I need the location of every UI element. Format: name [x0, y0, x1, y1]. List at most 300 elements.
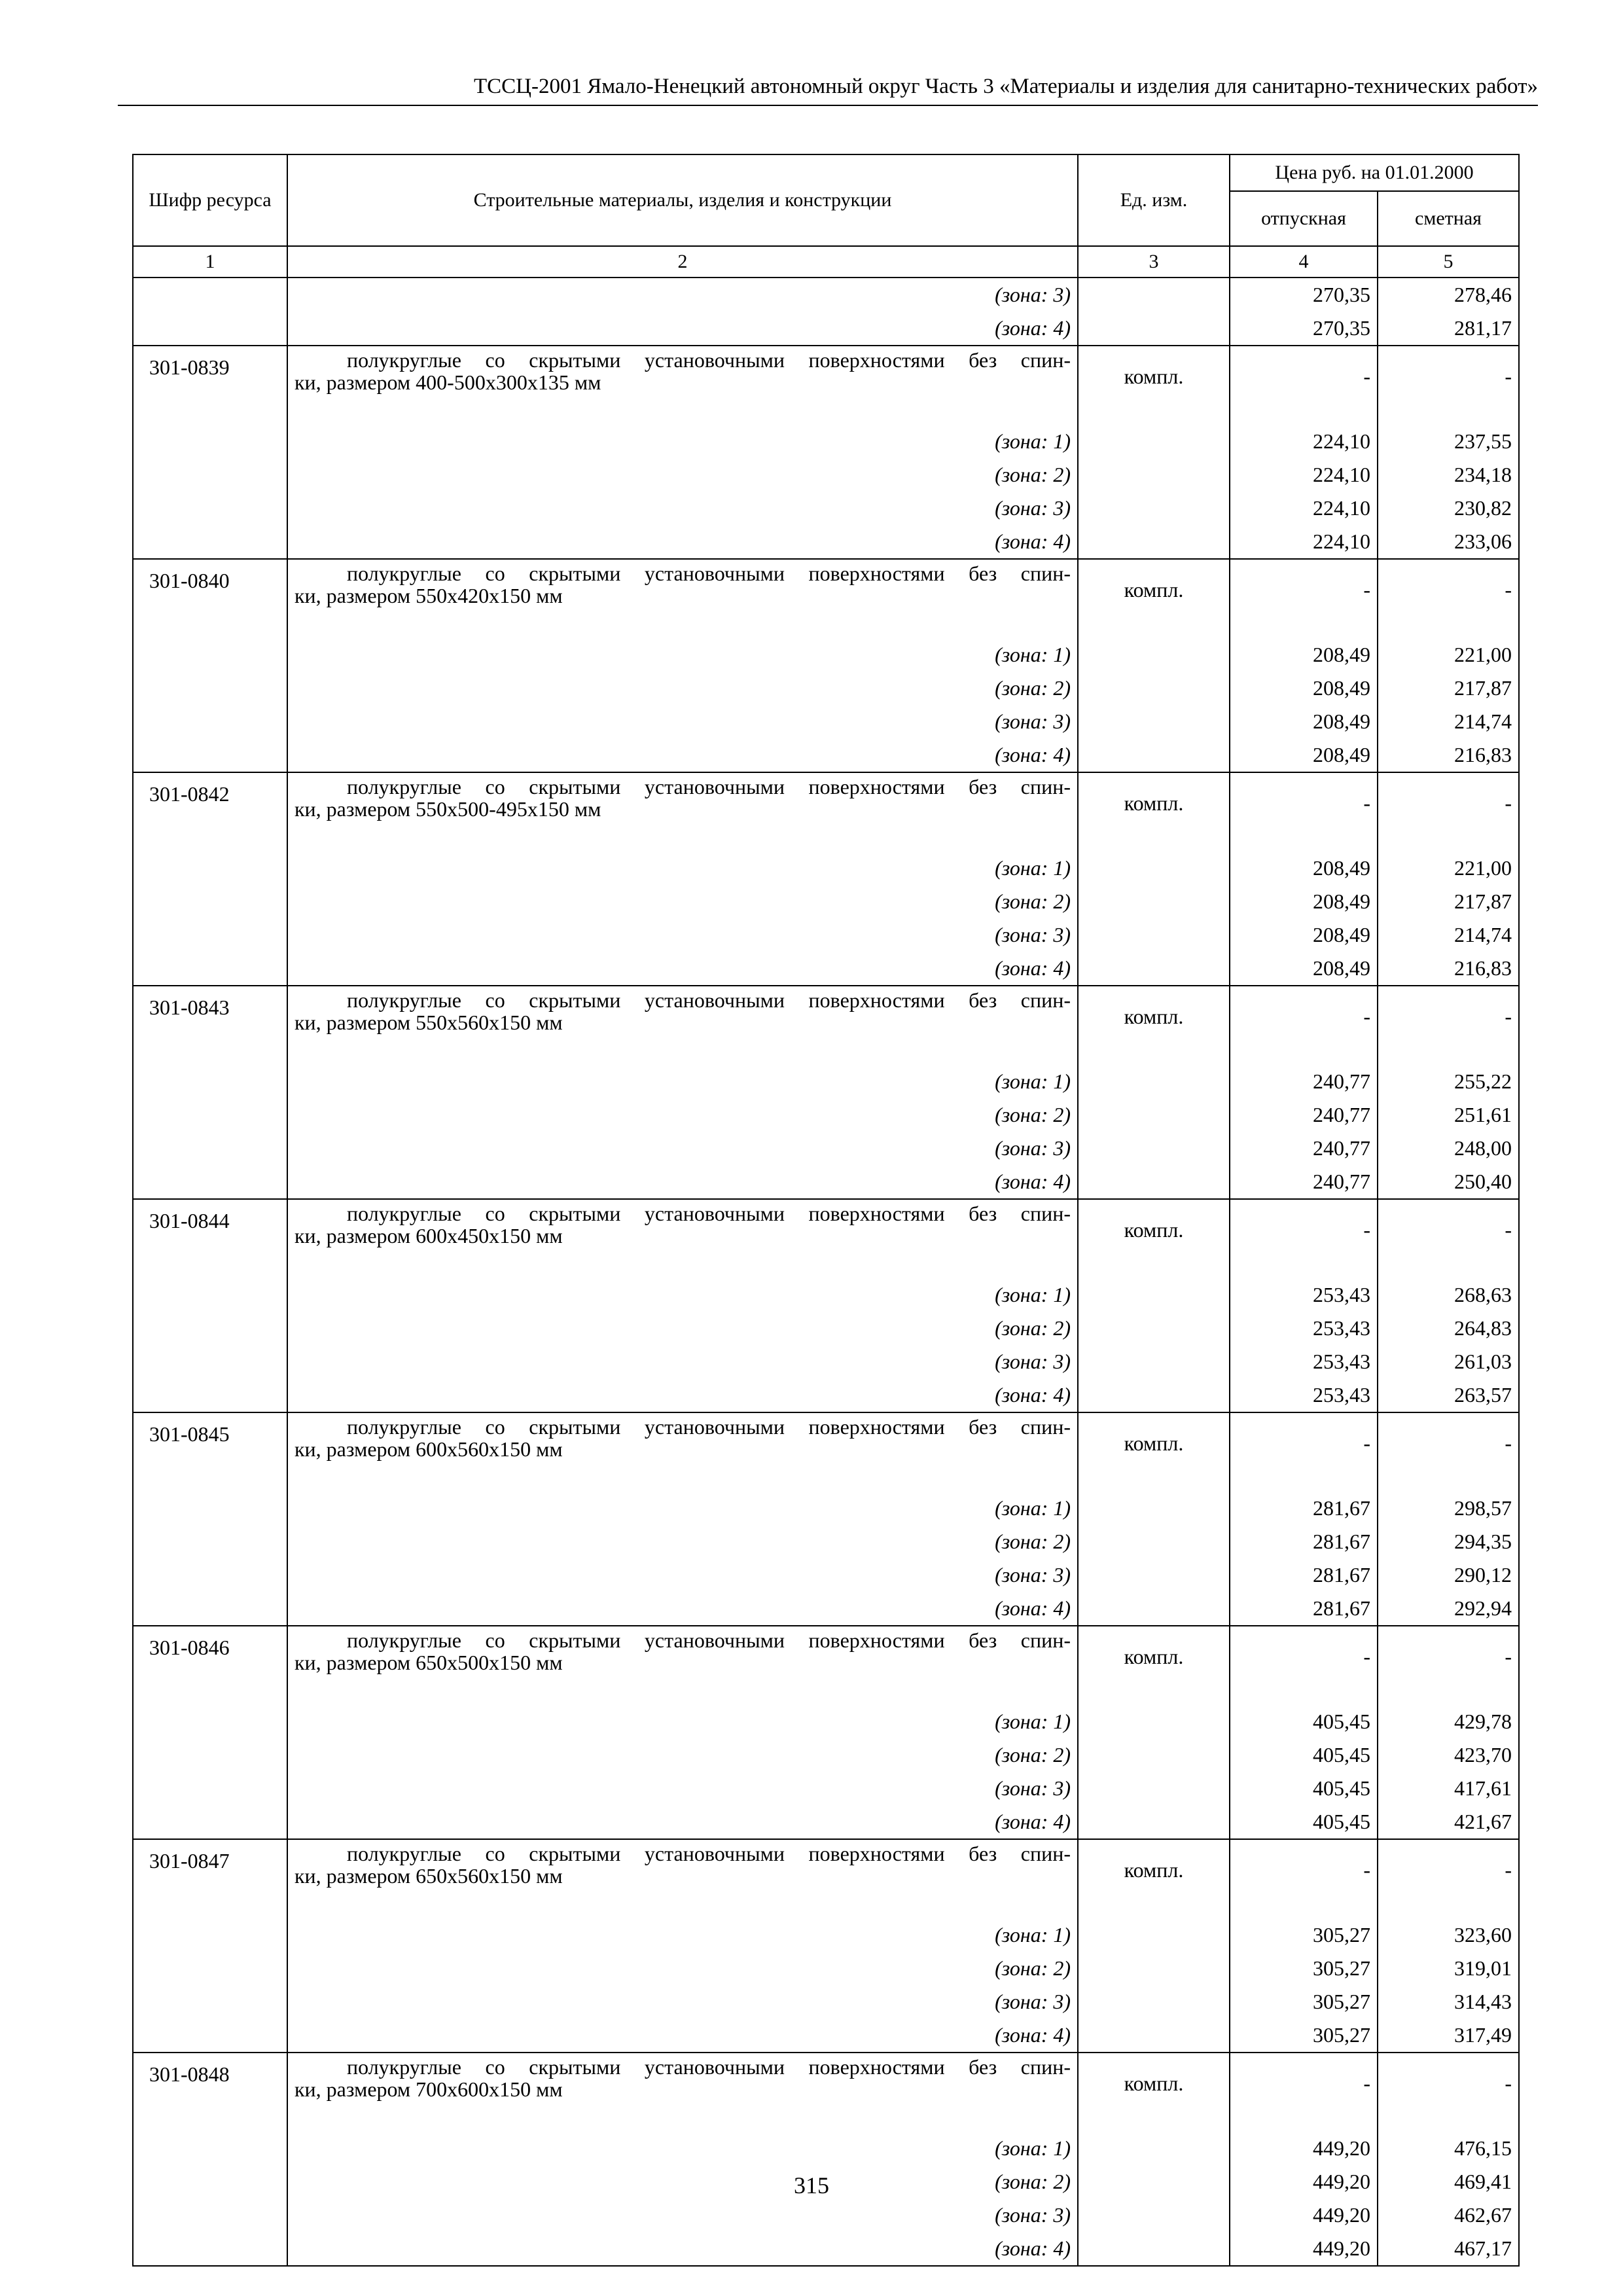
table-row: [133, 2053, 1519, 2132]
estimate-price: 423,70: [1378, 1738, 1519, 1772]
zone-label: (зона: 3): [287, 278, 1078, 312]
item-description: [287, 346, 1078, 425]
estimate-price: 251,61: [1378, 1098, 1519, 1132]
unit-cell: [1078, 458, 1230, 492]
estimate-price: 250,40: [1378, 1165, 1519, 1199]
description-line: ки, размером 400-500х300х135 мм: [294, 370, 601, 394]
release-price: -: [1230, 986, 1378, 1065]
zone-row: [133, 1278, 1519, 1312]
zone-label: (зона: 3): [287, 705, 1078, 738]
zone-label: (зона: 3): [287, 1772, 1078, 1805]
estimate-price: -: [1378, 986, 1519, 1065]
zone-label: (зона: 2): [287, 1525, 1078, 1558]
estimate-price: 421,67: [1378, 1805, 1519, 1839]
release-price: 208,49: [1230, 672, 1378, 705]
zone-label: (зона: 3): [287, 1558, 1078, 1592]
table-row: [133, 1412, 1519, 1492]
code-cell: [133, 738, 287, 772]
column-number: 1: [133, 246, 287, 278]
unit-of-measure: компл.: [1078, 2053, 1230, 2132]
unit-cell: [1078, 2198, 1230, 2232]
zone-row: [133, 1378, 1519, 1412]
zone-row: [133, 425, 1519, 458]
release-price: 405,45: [1230, 1705, 1378, 1738]
zone-label: (зона: 1): [287, 1918, 1078, 1952]
zone-row: [133, 1345, 1519, 1378]
unit-cell: [1078, 2018, 1230, 2053]
code-cell: [133, 1278, 287, 1312]
unit-of-measure: компл.: [1078, 1839, 1230, 1918]
price-table: [132, 154, 1520, 2267]
release-price: 281,67: [1230, 1525, 1378, 1558]
description-line: полукруглые со скрытыми установочными поверхностями без спин-: [347, 775, 1071, 798]
description-line: полукруглые со скрытыми установочными поверхностями без спин-: [347, 2055, 1071, 2079]
release-price: 208,49: [1230, 638, 1378, 672]
unit-cell: [1078, 1492, 1230, 1525]
unit-cell: [1078, 1592, 1230, 1626]
unit-of-measure: компл.: [1078, 1412, 1230, 1492]
release-price: 281,67: [1230, 1558, 1378, 1592]
unit-cell: [1078, 1378, 1230, 1412]
unit-cell: [1078, 1098, 1230, 1132]
code-cell: [133, 918, 287, 952]
release-price: 253,43: [1230, 1312, 1378, 1345]
zone-row: [133, 1985, 1519, 2018]
release-price: 240,77: [1230, 1065, 1378, 1098]
unit-cell: [1078, 1805, 1230, 1839]
zone-row: [133, 1558, 1519, 1592]
unit-cell: [1078, 1705, 1230, 1738]
estimate-price: 248,00: [1378, 1132, 1519, 1165]
estimate-price: 292,94: [1378, 1592, 1519, 1626]
estimate-price: 217,87: [1378, 885, 1519, 918]
release-price: 405,45: [1230, 1772, 1378, 1805]
unit-cell: [1078, 312, 1230, 346]
zone-label: (зона: 3): [287, 918, 1078, 952]
code-cell: [133, 2198, 287, 2232]
estimate-price: 462,67: [1378, 2198, 1519, 2232]
resource-code: 301-0840: [133, 559, 287, 638]
zone-label: (зона: 4): [287, 738, 1078, 772]
release-price: 449,20: [1230, 2232, 1378, 2266]
zone-row: [133, 885, 1519, 918]
zone-row: [133, 1525, 1519, 1558]
code-cell: [133, 1312, 287, 1345]
code-cell: [133, 852, 287, 885]
unit-cell: [1078, 1985, 1230, 2018]
zone-label: (зона: 1): [287, 1492, 1078, 1525]
code-cell: [133, 1558, 287, 1592]
description-line: ки, размером 600х560х150 мм: [294, 1437, 563, 1461]
column-number-row: [133, 246, 1519, 278]
code-cell: [133, 885, 287, 918]
release-price: 270,35: [1230, 312, 1378, 346]
release-price: 224,10: [1230, 425, 1378, 458]
estimate-price: -: [1378, 346, 1519, 425]
running-header: ТССЦ-2001 Ямало-Ненецкий автономный округ Часть 3 «Материалы и изделия для санитарно-технических работ»: [473, 75, 1538, 98]
description-line: полукруглые со скрытыми установочными поверхностями без спин-: [347, 562, 1071, 585]
item-description: [287, 1839, 1078, 1918]
unit-of-measure: компл.: [1078, 772, 1230, 852]
header-estimate-price: сметная: [1378, 191, 1519, 246]
estimate-price: 319,01: [1378, 1952, 1519, 1985]
release-price: 208,49: [1230, 952, 1378, 986]
zone-label: (зона: 4): [287, 525, 1078, 559]
unit-of-measure: компл.: [1078, 1626, 1230, 1705]
page-number: 315: [794, 2172, 829, 2198]
code-cell: [133, 1132, 287, 1165]
estimate-price: 429,78: [1378, 1705, 1519, 1738]
description-line: полукруглые со скрытыми установочными поверхностями без спин-: [347, 988, 1071, 1012]
release-price: 208,49: [1230, 918, 1378, 952]
zone-row: [133, 2132, 1519, 2165]
zone-label: (зона: 4): [287, 952, 1078, 986]
release-price: 224,10: [1230, 525, 1378, 559]
code-cell: [133, 525, 287, 559]
zone-row: [133, 1165, 1519, 1199]
description-line: ки, размером 650х560х150 мм: [294, 1864, 563, 1888]
column-number: 5: [1378, 246, 1519, 278]
release-price: 305,27: [1230, 1952, 1378, 1985]
unit-cell: [1078, 1065, 1230, 1098]
estimate-price: -: [1378, 772, 1519, 852]
table-row: [133, 1199, 1519, 1278]
zone-label: (зона: 1): [287, 1705, 1078, 1738]
zone-row: [133, 1098, 1519, 1132]
zone-label: (зона: 3): [287, 1345, 1078, 1378]
zone-label: (зона: 1): [287, 425, 1078, 458]
code-cell: [133, 2018, 287, 2053]
code-cell: [133, 1525, 287, 1558]
unit-cell: [1078, 738, 1230, 772]
zone-label: (зона: 3): [287, 2198, 1078, 2232]
description-line: ки, размером 550х500-495х150 мм: [294, 797, 601, 821]
release-price: 224,10: [1230, 458, 1378, 492]
zone-label: (зона: 2): [287, 458, 1078, 492]
estimate-price: 216,83: [1378, 952, 1519, 986]
unit-cell: [1078, 2132, 1230, 2165]
item-description: [287, 1626, 1078, 1705]
resource-code: 301-0845: [133, 1412, 287, 1492]
zone-row: [133, 278, 1519, 312]
unit-cell: [1078, 638, 1230, 672]
zone-row: [133, 1065, 1519, 1098]
unit-cell: [1078, 1558, 1230, 1592]
zone-label: (зона: 1): [287, 1065, 1078, 1098]
resource-code: 301-0847: [133, 1839, 287, 1918]
release-price: -: [1230, 772, 1378, 852]
release-price: 208,49: [1230, 705, 1378, 738]
code-cell: [133, 2232, 287, 2266]
release-price: -: [1230, 346, 1378, 425]
unit-of-measure: компл.: [1078, 1199, 1230, 1278]
code-cell: [133, 638, 287, 672]
header-name: Строительные материалы, изделия и конструкции: [287, 154, 1078, 246]
code-cell: [133, 1378, 287, 1412]
release-price: 208,49: [1230, 852, 1378, 885]
release-price: 240,77: [1230, 1098, 1378, 1132]
zone-label: (зона: 2): [287, 672, 1078, 705]
table-body: [133, 278, 1519, 2266]
zone-label: (зона: 2): [287, 1952, 1078, 1985]
code-cell: [133, 952, 287, 986]
estimate-price: 290,12: [1378, 1558, 1519, 1592]
zone-row: [133, 525, 1519, 559]
unit-cell: [1078, 278, 1230, 312]
zone-row: [133, 672, 1519, 705]
unit-cell: [1078, 1738, 1230, 1772]
resource-code: 301-0844: [133, 1199, 287, 1278]
table-row: [133, 1839, 1519, 1918]
zone-row: [133, 312, 1519, 346]
zone-row: [133, 1952, 1519, 1985]
estimate-price: -: [1378, 1626, 1519, 1705]
zone-label: (зона: 2): [287, 2165, 1078, 2198]
unit-cell: [1078, 1278, 1230, 1312]
code-cell: [133, 1065, 287, 1098]
zone-row: [133, 492, 1519, 525]
estimate-price: -: [1378, 2053, 1519, 2132]
unit-cell: [1078, 918, 1230, 952]
zone-row: [133, 1918, 1519, 1952]
estimate-price: 323,60: [1378, 1918, 1519, 1952]
estimate-price: 263,57: [1378, 1378, 1519, 1412]
description-line: ки, размером 650х500х150 мм: [294, 1651, 563, 1674]
unit-cell: [1078, 952, 1230, 986]
release-price: 405,45: [1230, 1805, 1378, 1839]
zone-label: (зона: 4): [287, 1165, 1078, 1199]
header-price: Цена руб. на 01.01.2000: [1230, 154, 1519, 191]
resource-code: 301-0842: [133, 772, 287, 852]
zone-row: [133, 1592, 1519, 1626]
zone-row: [133, 1772, 1519, 1805]
column-number: 3: [1078, 246, 1230, 278]
release-price: 224,10: [1230, 492, 1378, 525]
release-price: 240,77: [1230, 1132, 1378, 1165]
code-cell: [133, 458, 287, 492]
description-line: ки, размером 700х600х150 мм: [294, 2077, 563, 2101]
zone-row: [133, 638, 1519, 672]
zone-label: (зона: 4): [287, 1805, 1078, 1839]
zone-label: (зона: 4): [287, 2018, 1078, 2053]
unit-cell: [1078, 1165, 1230, 1199]
resource-code: 301-0848: [133, 2053, 287, 2132]
column-number: 2: [287, 246, 1078, 278]
release-price: 240,77: [1230, 1165, 1378, 1199]
code-cell: [133, 1705, 287, 1738]
release-price: -: [1230, 2053, 1378, 2132]
code-cell: [133, 2132, 287, 2165]
zone-label: (зона: 4): [287, 1592, 1078, 1626]
zone-label: (зона: 2): [287, 885, 1078, 918]
zone-label: (зона: 4): [287, 2232, 1078, 2266]
estimate-price: 233,06: [1378, 525, 1519, 559]
table-row: [133, 1626, 1519, 1705]
code-cell: [133, 1738, 287, 1772]
item-description: [287, 2053, 1078, 2132]
header-code: Шифр ресурса: [133, 154, 287, 246]
release-price: 208,49: [1230, 885, 1378, 918]
estimate-price: 278,46: [1378, 278, 1519, 312]
zone-row: [133, 458, 1519, 492]
release-price: 405,45: [1230, 1738, 1378, 1772]
unit-cell: [1078, 1918, 1230, 1952]
estimate-price: -: [1378, 1412, 1519, 1492]
code-cell: [133, 1592, 287, 1626]
zone-row: [133, 2232, 1519, 2266]
release-price: -: [1230, 1839, 1378, 1918]
code-cell: [133, 1805, 287, 1839]
code-cell: [133, 1952, 287, 1985]
code-cell: [133, 1918, 287, 1952]
estimate-price: 237,55: [1378, 425, 1519, 458]
zone-label: (зона: 2): [287, 1312, 1078, 1345]
unit-of-measure: компл.: [1078, 559, 1230, 638]
zone-label: (зона: 4): [287, 1378, 1078, 1412]
unit-cell: [1078, 1772, 1230, 1805]
zone-row: [133, 952, 1519, 986]
estimate-price: 217,87: [1378, 672, 1519, 705]
code-cell: [133, 425, 287, 458]
header-release-price: отпускная: [1230, 191, 1378, 246]
zone-row: [133, 1705, 1519, 1738]
estimate-price: 234,18: [1378, 458, 1519, 492]
estimate-price: 417,61: [1378, 1772, 1519, 1805]
description-line: полукруглые со скрытыми установочными поверхностями без спин-: [347, 1628, 1071, 1652]
release-price: -: [1230, 1412, 1378, 1492]
zone-row: [133, 1805, 1519, 1839]
estimate-price: 467,17: [1378, 2232, 1519, 2266]
unit-cell: [1078, 885, 1230, 918]
zone-label: (зона: 4): [287, 312, 1078, 346]
release-price: 305,27: [1230, 1918, 1378, 1952]
zone-label: (зона: 3): [287, 1132, 1078, 1165]
table-row: [133, 772, 1519, 852]
zone-row: [133, 705, 1519, 738]
code-cell: [133, 672, 287, 705]
table-row: [133, 559, 1519, 638]
release-price: 281,67: [1230, 1492, 1378, 1525]
release-price: 449,20: [1230, 2165, 1378, 2198]
unit-cell: [1078, 1345, 1230, 1378]
code-cell: [133, 492, 287, 525]
zone-label: (зона: 1): [287, 1278, 1078, 1312]
column-number: 4: [1230, 246, 1378, 278]
description-line: полукруглые со скрытыми установочными поверхностями без спин-: [347, 348, 1071, 372]
table-row: [133, 986, 1519, 1065]
code-cell: [133, 705, 287, 738]
zone-label: (зона: 2): [287, 1098, 1078, 1132]
estimate-price: 268,63: [1378, 1278, 1519, 1312]
code-cell: [133, 1098, 287, 1132]
zone-label: (зона: 3): [287, 1985, 1078, 2018]
description-line: ки, размером 600х450х150 мм: [294, 1224, 563, 1247]
unit-of-measure: компл.: [1078, 986, 1230, 1065]
resource-code: 301-0843: [133, 986, 287, 1065]
code-cell: [133, 1165, 287, 1199]
estimate-price: 255,22: [1378, 1065, 1519, 1098]
item-description: [287, 986, 1078, 1065]
header-unit: Ед. изм.: [1078, 154, 1230, 246]
zone-row: [133, 738, 1519, 772]
estimate-price: 476,15: [1378, 2132, 1519, 2165]
release-price: 253,43: [1230, 1278, 1378, 1312]
description-line: ки, размером 550х560х150 мм: [294, 1011, 563, 1034]
description-line: ки, размером 550х420х150 мм: [294, 584, 563, 607]
release-price: 449,20: [1230, 2132, 1378, 2165]
zone-row: [133, 1132, 1519, 1165]
unit-cell: [1078, 705, 1230, 738]
code-cell: [133, 1345, 287, 1378]
description-line: полукруглые со скрытыми установочными поверхностями без спин-: [347, 1842, 1071, 1865]
description-line: полукруглые со скрытыми установочными поверхностями без спин-: [347, 1202, 1071, 1225]
estimate-price: 294,35: [1378, 1525, 1519, 1558]
estimate-price: 221,00: [1378, 852, 1519, 885]
estimate-price: 281,17: [1378, 312, 1519, 346]
zone-row: [133, 1312, 1519, 1345]
item-description: [287, 559, 1078, 638]
unit-cell: [1078, 1525, 1230, 1558]
zone-row: [133, 1738, 1519, 1772]
estimate-price: 261,03: [1378, 1345, 1519, 1378]
unit-cell: [1078, 1132, 1230, 1165]
zone-row: [133, 2198, 1519, 2232]
estimate-price: 216,83: [1378, 738, 1519, 772]
resource-code: 301-0846: [133, 1626, 287, 1705]
code-cell: [133, 1772, 287, 1805]
item-description: [287, 772, 1078, 852]
release-price: -: [1230, 1626, 1378, 1705]
estimate-price: 264,83: [1378, 1312, 1519, 1345]
estimate-price: 298,57: [1378, 1492, 1519, 1525]
item-description: [287, 1412, 1078, 1492]
unit-cell: [1078, 672, 1230, 705]
estimate-price: 469,41: [1378, 2165, 1519, 2198]
zone-label: (зона: 1): [287, 852, 1078, 885]
release-price: 305,27: [1230, 2018, 1378, 2053]
estimate-price: 214,74: [1378, 705, 1519, 738]
header-rule: [118, 105, 1538, 106]
zone-label: (зона: 3): [287, 492, 1078, 525]
unit-cell: [1078, 2232, 1230, 2266]
code-cell: [133, 1492, 287, 1525]
zone-row: [133, 852, 1519, 885]
release-price: 281,67: [1230, 1592, 1378, 1626]
estimate-price: -: [1378, 1839, 1519, 1918]
estimate-price: 221,00: [1378, 638, 1519, 672]
code-cell: [133, 278, 287, 312]
estimate-price: 230,82: [1378, 492, 1519, 525]
zone-row: [133, 918, 1519, 952]
unit-of-measure: компл.: [1078, 346, 1230, 425]
zone-row: [133, 1492, 1519, 1525]
estimate-price: 317,49: [1378, 2018, 1519, 2053]
release-price: 305,27: [1230, 1985, 1378, 2018]
description-line: полукруглые со скрытыми установочными поверхностями без спин-: [347, 1415, 1071, 1439]
estimate-price: -: [1378, 1199, 1519, 1278]
estimate-price: 314,43: [1378, 1985, 1519, 2018]
zone-label: (зона: 1): [287, 638, 1078, 672]
unit-cell: [1078, 492, 1230, 525]
release-price: 253,43: [1230, 1345, 1378, 1378]
zone-row: [133, 2018, 1519, 2053]
unit-cell: [1078, 1312, 1230, 1345]
estimate-price: -: [1378, 559, 1519, 638]
code-cell: [133, 312, 287, 346]
unit-cell: [1078, 1952, 1230, 1985]
release-price: 270,35: [1230, 278, 1378, 312]
zone-label: (зона: 2): [287, 1738, 1078, 1772]
